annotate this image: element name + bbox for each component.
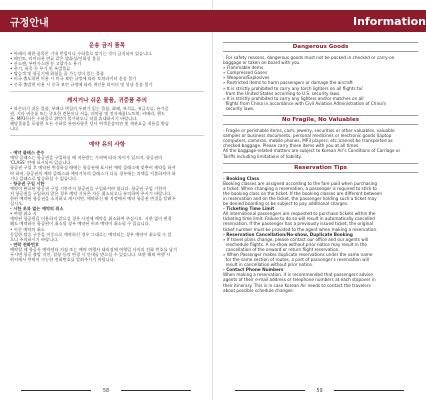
section-title: 깨지거나 쉬운 물품, 귀중품 주의 — [66, 97, 148, 104]
section-line: • 여행 취소 시 — [10, 211, 37, 217]
section-line: 으니 주의하시기 바랍니다. — [10, 236, 59, 242]
section-line: » If travel plans change, please contact our office and our agents will — [223, 236, 369, 242]
section-line: • 파손되기 쉬운 물품, 부패나 변질의 우려가 있는 물품, 화폐, 보석류, 귀금속류, 유가증 — [10, 105, 169, 111]
section-line: - Contact Phone Numbers — [223, 267, 284, 273]
section-line: be denied boarding or be subject to pay additional charges. — [223, 201, 349, 207]
left-page-number: 58 — [102, 388, 110, 394]
section-line: • 총기, 폭죽 등 무기 및 폭발물류 — [10, 66, 71, 72]
section-line: reservation. If the passenger has a previously issued ticket, the original — [223, 221, 374, 227]
section-line: • 아래의 제한 품목은 기내 반입이나 수하물로 맡기는 것이 금지되어 있습니다. — [10, 51, 153, 56]
section-line: from the United States according to U.S. security laws. — [223, 90, 341, 96]
section-line: 예약할 때 항공사 예약센터 지점 또는 예약 여행사 대리점에 여행일 사이의 전화 번호를 남겨 — [10, 246, 177, 252]
right-page — [213, 0, 426, 400]
section-line: 해도 예약하신 항공편이 취소될 경우 예약된 비즈 예약이 취소될 수 있습니다. — [10, 221, 151, 227]
section-line: baggage or taken on board with you. — [223, 60, 301, 66]
section-line: » It is strictly prohibited to carry any torch lighters on all flights to/ — [223, 85, 363, 91]
section-line: 'CLASS' 란에 표시되어 있습니다. — [10, 160, 72, 166]
section-line: - Ticketing Time Limit — [223, 206, 275, 212]
section-line: flights from China in accordance with Civil Aviation Administration of China's — [223, 100, 387, 106]
section-line: cancellation of the onward or return flight reservation. — [223, 246, 340, 252]
section-line: 거나 클래스로 탑승하실 수 없습니다. — [10, 175, 78, 181]
section-line: - 연락 전화번호 — [10, 241, 39, 247]
left-header-band — [0, 10, 223, 32]
right-footer — [213, 388, 426, 394]
section-title: 운송 금지 품목 — [88, 43, 126, 49]
section-line: in reservation and on the ticket, the passenger holding such a ticket may — [223, 195, 377, 201]
footer-rule — [21, 390, 91, 391]
section-line: their itinerary. This is in case Korean Air needs to contact the travelers — [223, 282, 371, 288]
right-page-number: 59 — [316, 388, 323, 394]
section-line: All the baggage-related matters are subject to Korean Air's Conditions of Carriage or — [223, 148, 401, 154]
section-line: All international passengers are requested to purchase tickets within the — [223, 211, 376, 217]
section-title: 예약 유의 사항 — [88, 142, 126, 149]
section-line: » It is strictly prohibited to carry any lighters and/or matches on all — [223, 95, 364, 101]
section-line: » Restricted items to harm passengers or damage the aircraft — [223, 80, 353, 86]
section-divider — [10, 91, 204, 92]
right-header-title: Information — [353, 14, 426, 28]
left-content — [10, 38, 204, 382]
section-line: • 이중 예약의 취소 — [10, 226, 45, 232]
section-line: ticketing time limit. Failure to do so will result in automatically cancelled — [223, 216, 375, 222]
section-line: » When Passenger makes duplicate reservations under the same name — [223, 252, 373, 257]
section-line: the booking class on the ticket. If the booking classes are different between — [223, 190, 383, 196]
section-title: No Fragile, No Valuables — [223, 115, 418, 125]
section-line: agents of their e-mail address or telephone numbers at each stopover in — [223, 277, 376, 283]
section-line: 예약이 완료된 항공권 구입 기한까지 항공권을 구입하셔야 합니다. 항공권 구입 기한까 — [10, 185, 167, 191]
section-line: • 페인트, 라이터용 연료 같은 발화성/인화성 물질 — [10, 56, 101, 62]
section-line: • 중국 출발편 이용 시 중국 보안 규정에 따라 개인용 라이터 및 성냥 운송 불가 — [10, 81, 153, 87]
section-title: Reservation Tips — [223, 163, 418, 173]
section-line: When making a reservation, it is recommended that passengers advise — [223, 272, 373, 278]
section-line: » Compressed Gases — [223, 70, 268, 76]
section-line: reschedule flights. A no-show without prior notice may result in the — [223, 241, 367, 247]
section-line: 폰, MP3등)은 수하물로 위탁이 불가하오니 직접 휴대하시기 바랍니다. — [10, 115, 138, 121]
section-line: - For safety reasons, dangerous goods must not be packed in checked or carry-on — [223, 55, 395, 60]
footer-rule — [121, 390, 191, 391]
section-line: - Reservation Cancellation/No-show, Duplicate Booking — [223, 231, 353, 237]
section-line: • 탑승객 및 항공기에 위험을 줄 가능성이 있는 물품 — [10, 71, 105, 77]
section-line: result in cancellation without prior notice. — [223, 262, 314, 268]
section-line: 예약 클래스는 항공권을 구입하실 때 적용받는 가격에 따라 차이가 있으며, 항공권의 — [10, 155, 163, 161]
section-line: 야 하며, 항공권의 예약 클래스와 예약기록의 클래스가 다를 경우에는 차액을 지불하셔야 하 — [10, 170, 176, 176]
section-line: 권, 기타 귀중품 또는 중요한 견본이나 서류, 의약품 및 전자제품(노트북, 카메라, 핸드 — [10, 110, 166, 116]
section-line: Booking classes are assigned according to the fare paid when purchasing — [223, 180, 378, 186]
section-line: about possible schedule changes. — [223, 287, 294, 293]
section-line: • 산소캔, 부탄가스캔 등 고압가스 용기 — [10, 61, 82, 67]
section-line: samples or business documents, personal medicines or electronic goods (laptop — [223, 133, 392, 139]
section-line: ticket number must be provided to the agent when making a reservation. — [223, 226, 378, 232]
section-line: a ticket. When changing a reservation, a passenger is required to stick to — [223, 185, 377, 191]
section-line: for the same section of routes, a part of passenger's reservation will — [223, 257, 370, 263]
section-divider — [10, 135, 204, 136]
section-line: 해당물품을 포함한 모든 수하물 관련사항은 당사 여객운송약관 및 세관요금 적용을 받습 — [10, 120, 169, 126]
section-line: » Weapons/Explosives — [223, 75, 270, 81]
section-title: Dangerous Goods — [223, 42, 418, 52]
section-line: 십시오. — [10, 201, 24, 207]
section-line: 두시면 항공 출발 지연, 결항 등의 변경 시 안내를 받으실 수 있습니다. 또한 해외 여행 시 — [10, 252, 171, 257]
section-line: 현지에서 연락이 가능한 전화번호를 알려주시기 바랍니다. — [10, 257, 116, 263]
section-line: - 시한 초과 없는 예약의 취소 — [10, 206, 64, 212]
left-header-title: 규정안내 — [10, 17, 49, 29]
right-header-band — [213, 10, 426, 32]
section-line: computers, cameras, mobile phones, MP3 players, etc.)cannot be transported as — [223, 138, 393, 144]
section-line: - Fragile or perishable items, cash, jewelry, securities or other valuables, valuable — [223, 128, 395, 134]
section-line: 지 항공권을 구입하지 않은 경우 예약 기록은 자동 취소되오니 유의하여 주시기 바랍니다. — [10, 190, 172, 196]
section-line: 동일한 탑승 구간을 이중으로 예약하신 경우 그대로는 예약되는 경우 예약이 취소될 수 있 — [10, 231, 172, 237]
section-line: - 예약 클래스 준수 — [10, 150, 45, 156]
section-line: 니다. — [10, 126, 20, 132]
right-content — [223, 38, 418, 382]
left-footer — [0, 388, 212, 394]
section-line: checked baggage. Please carry these items with you at all times. — [223, 143, 360, 149]
section-line: 예약된 항공편을 이용하지 않으실 경우 사전에 예약을 취소하여 주십시오. 시한 없이 변경 — [10, 216, 172, 222]
section-line: security laws. — [223, 105, 255, 111]
section-line: • 미국 출도착편 이용 시 미국 보안 규정에 따라 토치라이터 운송 불가 — [10, 76, 137, 82]
section-line: Tariffs including limitations of liability. — [223, 153, 302, 159]
section-line: 한편 예약된 항공권을 소지하고 계시지만, 예약하신 해 지정에서 예약 항공권 변경을 알려주 — [10, 195, 176, 201]
section-line: - Booking Class — [223, 175, 260, 181]
section-line: - 항공권 구입 시한 — [10, 180, 45, 186]
footer-rule — [235, 390, 305, 391]
section-line: » Flammable items — [223, 65, 264, 71]
footer-rule — [334, 390, 404, 391]
section-line: 항공권 구입 후 예약된 변경하실 때에는 항공권에 표시된 예약 클래스에 맞추어 예약을 하셔 — [10, 165, 176, 171]
